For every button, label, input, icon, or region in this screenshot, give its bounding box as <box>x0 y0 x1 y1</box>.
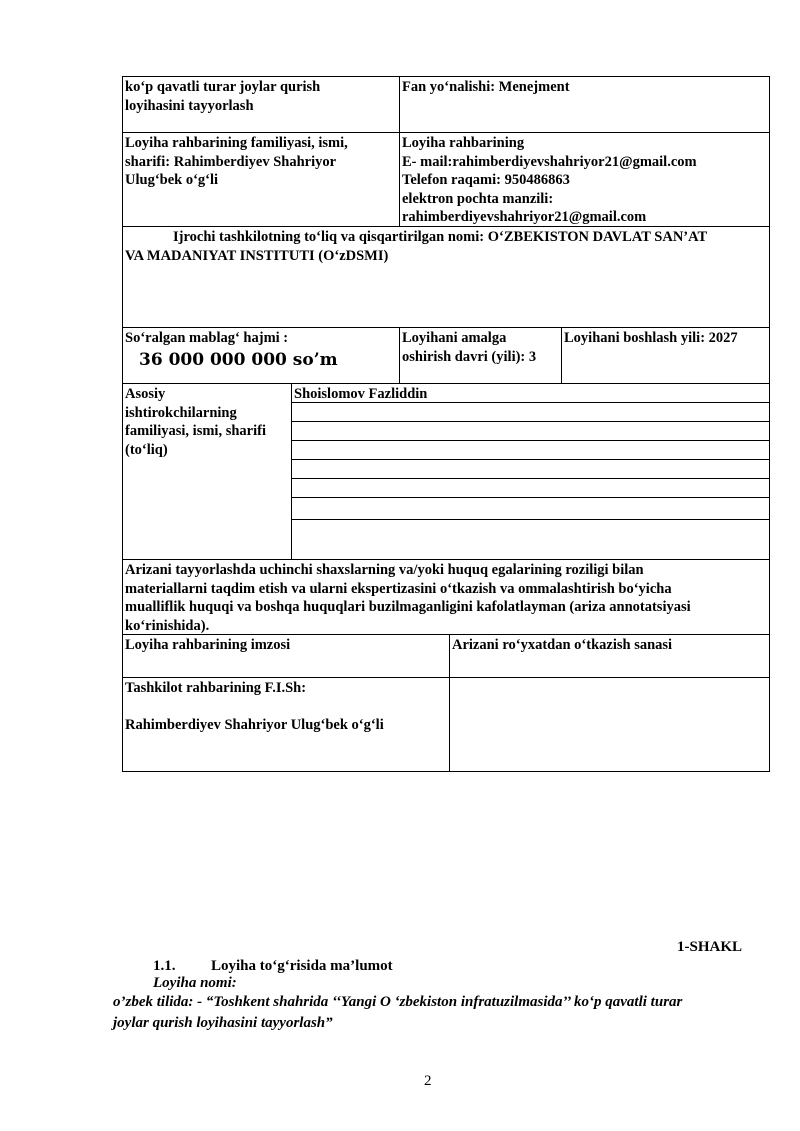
organization-head-label: Tashkilot rahbarining F.I.Sh: <box>125 680 307 696</box>
project-name-uz-line-1: o’zbek tilida: - “Toshkent shahrida ‘‘Yangi O ‘zbekiston infratuzilmasida’’ ko‘p qavatli turar <box>113 994 683 1010</box>
participants-label-line-4: (to‘liq) <box>125 441 168 458</box>
organization-line-1: Ijrochi tashkilotning to‘liq va qisqartirilgan nomi: O‘ZBEKISTON DAVLAT SAN’AT <box>173 229 708 245</box>
registration-date-label: Arizani ro‘yxatdan o‘tkazish sanasi <box>452 637 673 653</box>
project-title-line-2: loyihasini tayyorlash <box>125 97 254 114</box>
leader-contact-heading: Loyiha rahbarining <box>402 135 525 151</box>
field-of-study-text: Fan yo‘nalishi: Menejment <box>402 79 570 95</box>
leader-contact-cell <box>399 132 770 227</box>
consent-line-2: materiallarni taqdim etish va ularni ekspertizasini o‘tkazish va ommalashtirish bo‘yicha <box>125 580 672 597</box>
requested-amount-cell <box>122 327 400 384</box>
participant-row <box>291 421 770 441</box>
registration-date-cell <box>449 634 770 678</box>
leader-email: E- mail:rahimberdiyevshahriyor21@gmail.com <box>402 153 697 170</box>
requested-amount-label: So‘ralgan mablag‘ hajmi : <box>125 330 289 346</box>
organization-line-2: VA MADANIYAT INSTITUTI (O‘zDSMI) <box>125 247 389 264</box>
page-number: 2 <box>424 1073 432 1089</box>
consent-line-3: mualliflik huquqi va boshqa huquqlari buzilmaganligini kafolatlayman (ariza annotatsiyasi <box>125 599 691 615</box>
consent-line-4: ko‘rinishida). <box>125 617 210 634</box>
leader-name-line-3: Ulug‘bek o‘g‘li <box>125 172 219 188</box>
organization-head-name: Rahimberdiyev Shahriyor Ulug‘bek o‘g‘li <box>125 717 384 733</box>
consent-line-1: Arizani tayyorlashda uchinchi shaxslarning va/yoki huquq egalarining roziligi bilan <box>125 562 644 578</box>
participant-row <box>291 383 770 403</box>
participant-row <box>291 402 770 422</box>
leader-phone: Telefon raqami: 950486863 <box>402 172 570 188</box>
section-title: Loyiha to‘g‘risida ma’lumot <box>211 958 393 974</box>
participant-row <box>291 440 770 460</box>
participant-row <box>291 478 770 498</box>
participants-label-line-3: familiyasi, ismi, sharifi <box>125 423 266 439</box>
organization-head-signature-cell <box>449 677 770 772</box>
participant-row <box>291 497 770 520</box>
section-number: 1.1. <box>153 958 176 974</box>
implementation-period-line-2: oshirish davri (yili): 3 <box>402 348 537 365</box>
executing-organization-cell <box>122 226 770 328</box>
organization-head-cell <box>122 677 450 772</box>
leader-name-cell <box>122 132 400 227</box>
participant-name: Shoislomov Fazliddin <box>294 386 428 402</box>
leader-name-line-1: Loyiha rahbarining familiyasi, ismi, <box>125 135 348 151</box>
organization-head-spacer <box>125 698 447 717</box>
leader-name-line-2: sharifi: Rahimberdiyev Shahriyor <box>125 153 337 170</box>
field-of-study-cell <box>399 76 770 133</box>
leader-signature-cell <box>122 634 450 678</box>
project-name-label: Loyiha nomi: <box>153 975 237 991</box>
participants-label-cell <box>122 383 292 560</box>
implementation-period-cell <box>399 327 562 384</box>
project-title-line-1: ko‘p qavatli turar joylar qurish <box>125 79 321 95</box>
leader-email-address: rahimberdiyevshahriyor21@gmail.com <box>402 209 647 225</box>
project-title-cell <box>122 76 400 133</box>
participant-row <box>291 519 770 560</box>
consent-statement-cell <box>122 559 770 635</box>
section-heading <box>153 958 393 975</box>
project-name-uz-line-2: joylar qurish loyihasini tayyorlash” <box>113 1015 333 1031</box>
leader-signature-label: Loyiha rahbarining imzosi <box>125 637 291 653</box>
requested-amount-value: 36 000 000 000 so’m <box>139 349 338 370</box>
participant-row <box>291 459 770 479</box>
start-year-text: Loyihani boshlash yili: 2027 <box>564 330 738 346</box>
form-number: 1-SHAKL <box>676 939 742 955</box>
leader-email-label: elektron pochta manzili: <box>402 190 554 207</box>
participants-label-line-2: ishtirokchilarning <box>125 404 237 421</box>
implementation-period-line-1: Loyihani amalga <box>402 330 507 346</box>
start-year-cell <box>561 327 770 384</box>
participants-label-line-1: Asosiy <box>125 386 166 402</box>
